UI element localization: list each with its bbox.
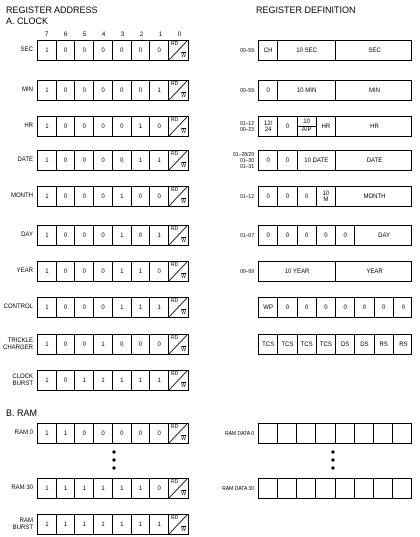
address-byte [37,150,189,171]
w-label: $\overline{W}$ [181,163,187,169]
address-bit: 0 [94,41,113,60]
address-bit: 0 [132,335,151,354]
address-byte [37,297,189,318]
register-label: YEAR [16,268,33,274]
address-bit: 0 [75,424,94,443]
address-bit: 0 [57,335,76,354]
rd-w-bit [169,371,188,390]
bit-number: 5 [82,32,87,38]
register-label: MIN [22,87,33,93]
bit-number: 6 [63,32,68,38]
address-byte [37,116,189,137]
address-bit: 0 [94,262,113,281]
address-bit: 0 [57,187,76,206]
address-bit: 0 [150,335,169,354]
register-definition [258,150,412,171]
address-byte [37,423,189,444]
definition-field: 12/ 24 [259,117,278,136]
definition-field: RS [375,335,394,354]
w-label: $\overline{W}$ [181,93,187,99]
address-bit: 0 [132,187,151,206]
address-bit: 0 [94,424,113,443]
definition-field: WP [259,298,278,317]
definition-field: 0 [259,81,278,100]
address-bit: 1 [75,515,94,534]
address-bit: 1 [150,371,169,390]
definition-field: DS [355,335,374,354]
address-byte [37,225,189,246]
w-label: $\overline{W}$ [181,347,187,353]
address-bit: 0 [57,117,76,136]
address-bit: 1 [38,515,57,534]
address-bit: 1 [57,515,76,534]
bit-number: 2 [139,32,144,38]
value-range: 01–12 [240,193,254,200]
bit-number: 3 [120,32,125,38]
address-byte [37,40,189,61]
definition-field: TCS [317,335,336,354]
register-label: RAM 0 [14,430,33,436]
address-byte [37,186,189,207]
address-bit: 1 [113,187,132,206]
w-label: $\overline{W}$ [181,310,187,316]
ram-data-bit [336,424,355,443]
address-bit: 0 [75,81,94,100]
address-bit: 0 [94,81,113,100]
address-bit: 0 [113,424,132,443]
address-byte [37,478,189,499]
ram-data-bit [316,479,335,498]
ram-data-bit [259,424,278,443]
value-range: 00–59 [240,87,254,94]
definition-field: 0 [401,304,406,311]
ram-data-byte [258,423,412,444]
address-bit: 1 [94,515,113,534]
rd-label: RD [171,151,179,157]
address-bit: 0 [94,226,113,245]
definition-field: MONTH [363,193,386,200]
definition-field: TCS [278,335,297,354]
rd-label: RD [171,479,179,485]
w-label: $\overline{W}$ [181,274,187,280]
rd-w-bit [169,187,188,206]
ram-data-bit [336,479,355,498]
rd-label: RD [171,226,179,232]
rd-w-bit [169,479,188,498]
address-bit: 1 [38,424,57,443]
address-bit: 1 [94,371,113,390]
address-bit: 1 [132,371,151,390]
w-label: $\overline{W}$ [181,383,187,389]
address-bit: 1 [94,479,113,498]
ram-data-bit [393,424,411,443]
register-definition [258,261,412,282]
address-bit: 1 [38,298,57,317]
address-bit: 1 [38,226,57,245]
register-definition [258,225,412,246]
address-bit: 0 [132,81,151,100]
w-label: $\overline{W}$ [181,527,187,533]
address-bit: 0 [94,298,113,317]
address-bit: 1 [38,81,57,100]
definition-field: TCS [259,335,278,354]
address-bit: 0 [75,335,94,354]
definition-field: 0 [278,151,297,170]
definition-field: 0 [336,298,355,317]
register-label: CONTROL [3,304,33,310]
address-bit: 0 [132,424,151,443]
w-label: $\overline{W}$ [181,53,187,59]
address-bit: 1 [75,371,94,390]
definition-field: 0 [278,117,297,136]
address-bit: 0 [57,151,76,170]
register-label: RAM BURST [12,517,33,531]
definition-field: DAY [378,232,391,239]
register-label: DATE [17,157,33,163]
definition-field: 0 [317,226,336,245]
definition-field: 0 [298,187,317,206]
address-bit: 1 [113,262,132,281]
definition-field: HR [370,123,379,130]
definition-field: TCS [298,335,317,354]
address-bit: 0 [150,262,169,281]
definition-field: 0 [375,298,394,317]
register-label: MONTH [11,193,33,199]
address-bit: 0 [113,81,132,100]
definition-field: RS [399,341,408,348]
definition-field: 10 SEC [278,41,336,60]
definition-field: YEAR [366,268,383,275]
address-bit: 0 [94,151,113,170]
register-label: CLOCK BURST [12,373,33,387]
register-definition [258,40,412,61]
definition-field: DS [336,335,355,354]
rd-w-bit [169,226,188,245]
definition-field: 0 [317,298,336,317]
definition-field: 10 YEAR [259,262,336,281]
address-bit: 0 [113,335,132,354]
address-bit: 0 [150,424,169,443]
address-bit: 1 [113,226,132,245]
address-bit: 1 [57,424,76,443]
ram-data-byte [258,478,412,499]
address-bit: 1 [57,479,76,498]
address-bit: 1 [38,187,57,206]
address-bit: 0 [75,298,94,317]
address-bit: 0 [75,187,94,206]
rd-w-bit [169,424,188,443]
register-definition [258,80,412,101]
address-bit: 1 [150,515,169,534]
ram-section-heading: B. RAM [6,408,38,418]
ellipsis-icon [330,449,336,476]
ampm-label: A/P [301,127,312,133]
address-bit: 1 [150,226,169,245]
definition-field: 0 [298,226,317,245]
bit-number: 0 [177,32,182,38]
clock-section-heading: A. CLOCK [6,16,49,26]
address-bit: 0 [132,41,151,60]
register-definition [258,334,412,355]
w-label: $\overline{W}$ [181,491,187,497]
definition-field: 0 [355,298,374,317]
address-bit: 0 [113,117,132,136]
ram-data-bit [355,479,374,498]
address-bit: 1 [75,479,94,498]
address-bit: 0 [57,226,76,245]
rd-w-bit [169,151,188,170]
rd-w-bit [169,41,188,60]
rd-w-bit [169,81,188,100]
register-definition-heading: REGISTER DEFINITION [256,5,356,15]
address-bit: 0 [113,41,132,60]
ram-data-bit [278,424,297,443]
bit-number: 7 [44,32,49,38]
rd-label: RD [171,81,179,87]
rd-w-bit [169,515,188,534]
definition-field: CH [259,41,278,60]
definition-field: HR [317,117,336,136]
definition-field: 0 [278,226,297,245]
address-bit: 1 [132,151,151,170]
definition-field: 0 [259,151,278,170]
value-range: 01–12 00–23 [240,120,254,133]
address-bit: 0 [57,262,76,281]
address-bit: 1 [94,335,113,354]
address-bit: 1 [132,479,151,498]
address-bit: 1 [38,479,57,498]
address-bit: 1 [132,298,151,317]
address-byte [37,514,189,535]
register-address-heading: REGISTER ADDRESS [6,5,98,15]
register-label: HR [24,123,33,129]
definition-field: 10 DATE [298,151,337,170]
address-bit: 0 [94,117,113,136]
address-bit: 1 [113,515,132,534]
definition-field [298,117,317,136]
definition-field: 0 [259,226,278,245]
hour-ampm-field [298,119,316,134]
definition-field: 0 [298,298,317,317]
address-bit: 1 [132,117,151,136]
ten-hour-label: 10 [298,119,316,127]
rd-label: RD [171,117,179,123]
address-bit: 1 [150,298,169,317]
w-label: $\overline{W}$ [181,436,187,442]
address-bit: 0 [75,226,94,245]
address-bit: 1 [38,371,57,390]
definition-field: 10 M [317,187,336,206]
rd-w-bit [169,262,188,281]
register-definition [258,186,412,207]
register-definition [258,297,412,318]
ram-data-label: RAM DATA 30 [222,485,254,492]
address-bit: 0 [150,187,169,206]
address-bit: 1 [38,41,57,60]
address-byte [37,80,189,101]
value-range: 00–99 [240,268,254,275]
ram-data-bit [278,479,297,498]
ram-data-bit [374,424,393,443]
address-bit: 0 [57,41,76,60]
address-bit: 1 [38,151,57,170]
address-bit: 0 [150,479,169,498]
w-label: $\overline{W}$ [181,129,187,135]
address-bit: 0 [150,117,169,136]
definition-field: DATE [366,157,383,164]
address-bit: 0 [94,187,113,206]
rd-label: RD [171,262,179,268]
address-byte [37,261,189,282]
ram-data-bit [374,479,393,498]
ram-data-bit [316,424,335,443]
definition-field: 0 [278,298,297,317]
ram-data-bit [259,479,278,498]
ram-data-bit [297,479,316,498]
definition-field: 0 [278,187,297,206]
address-bit: 0 [113,151,132,170]
address-bit: 0 [57,298,76,317]
definition-field: SEC [368,47,381,54]
address-bit: 0 [132,226,151,245]
rd-w-bit [169,298,188,317]
address-bit: 1 [38,117,57,136]
ram-data-bit [297,424,316,443]
rd-label: RD [171,187,179,193]
address-bit: 1 [38,262,57,281]
rd-label: RD [171,41,179,47]
address-bit: 1 [113,298,132,317]
rd-label: RD [171,371,179,377]
rd-label: RD [171,515,179,521]
ram-data-label: RAM DATA 0 [225,430,254,437]
rd-label: RD [171,335,179,341]
rd-label: RD [171,424,179,430]
address-bit: 1 [38,335,57,354]
w-label: $\overline{W}$ [181,199,187,205]
value-range: 01–07 [240,232,254,239]
address-bit: 1 [150,151,169,170]
rd-w-bit [169,117,188,136]
definition-field: 0 [336,226,355,245]
address-bit: 0 [75,41,94,60]
ellipsis-icon [111,449,117,476]
ram-data-bit [393,479,411,498]
rd-label: RD [171,298,179,304]
definition-field: 0 [259,187,278,206]
address-bit: 0 [150,41,169,60]
w-label: $\overline{W}$ [181,238,187,244]
address-bit: 1 [150,81,169,100]
address-bit: 1 [113,479,132,498]
address-bit: 1 [113,371,132,390]
definition-field: 10 MIN [278,81,336,100]
address-bit: 0 [75,151,94,170]
ram-data-bit [355,424,374,443]
value-range: 01–28/29 01–30 01–31 [233,151,254,170]
address-bit: 0 [75,117,94,136]
register-definition [258,116,412,137]
register-label: DAY [21,232,33,238]
register-label: TRICKLE CHARGER [2,337,33,351]
definition-field: MIN [369,87,380,94]
address-bit: 0 [57,371,76,390]
bit-number: 1 [158,32,163,38]
bit-number: 4 [101,32,106,38]
address-bit: 0 [57,81,76,100]
address-byte [37,334,189,355]
address-bit: 0 [75,262,94,281]
address-bit: 1 [132,515,151,534]
address-byte [37,370,189,391]
rd-w-bit [169,335,188,354]
value-range: 00–59 [240,47,254,54]
register-label: SEC [20,47,33,53]
address-bit: 1 [132,262,151,281]
register-label: RAM 30 [11,485,33,491]
